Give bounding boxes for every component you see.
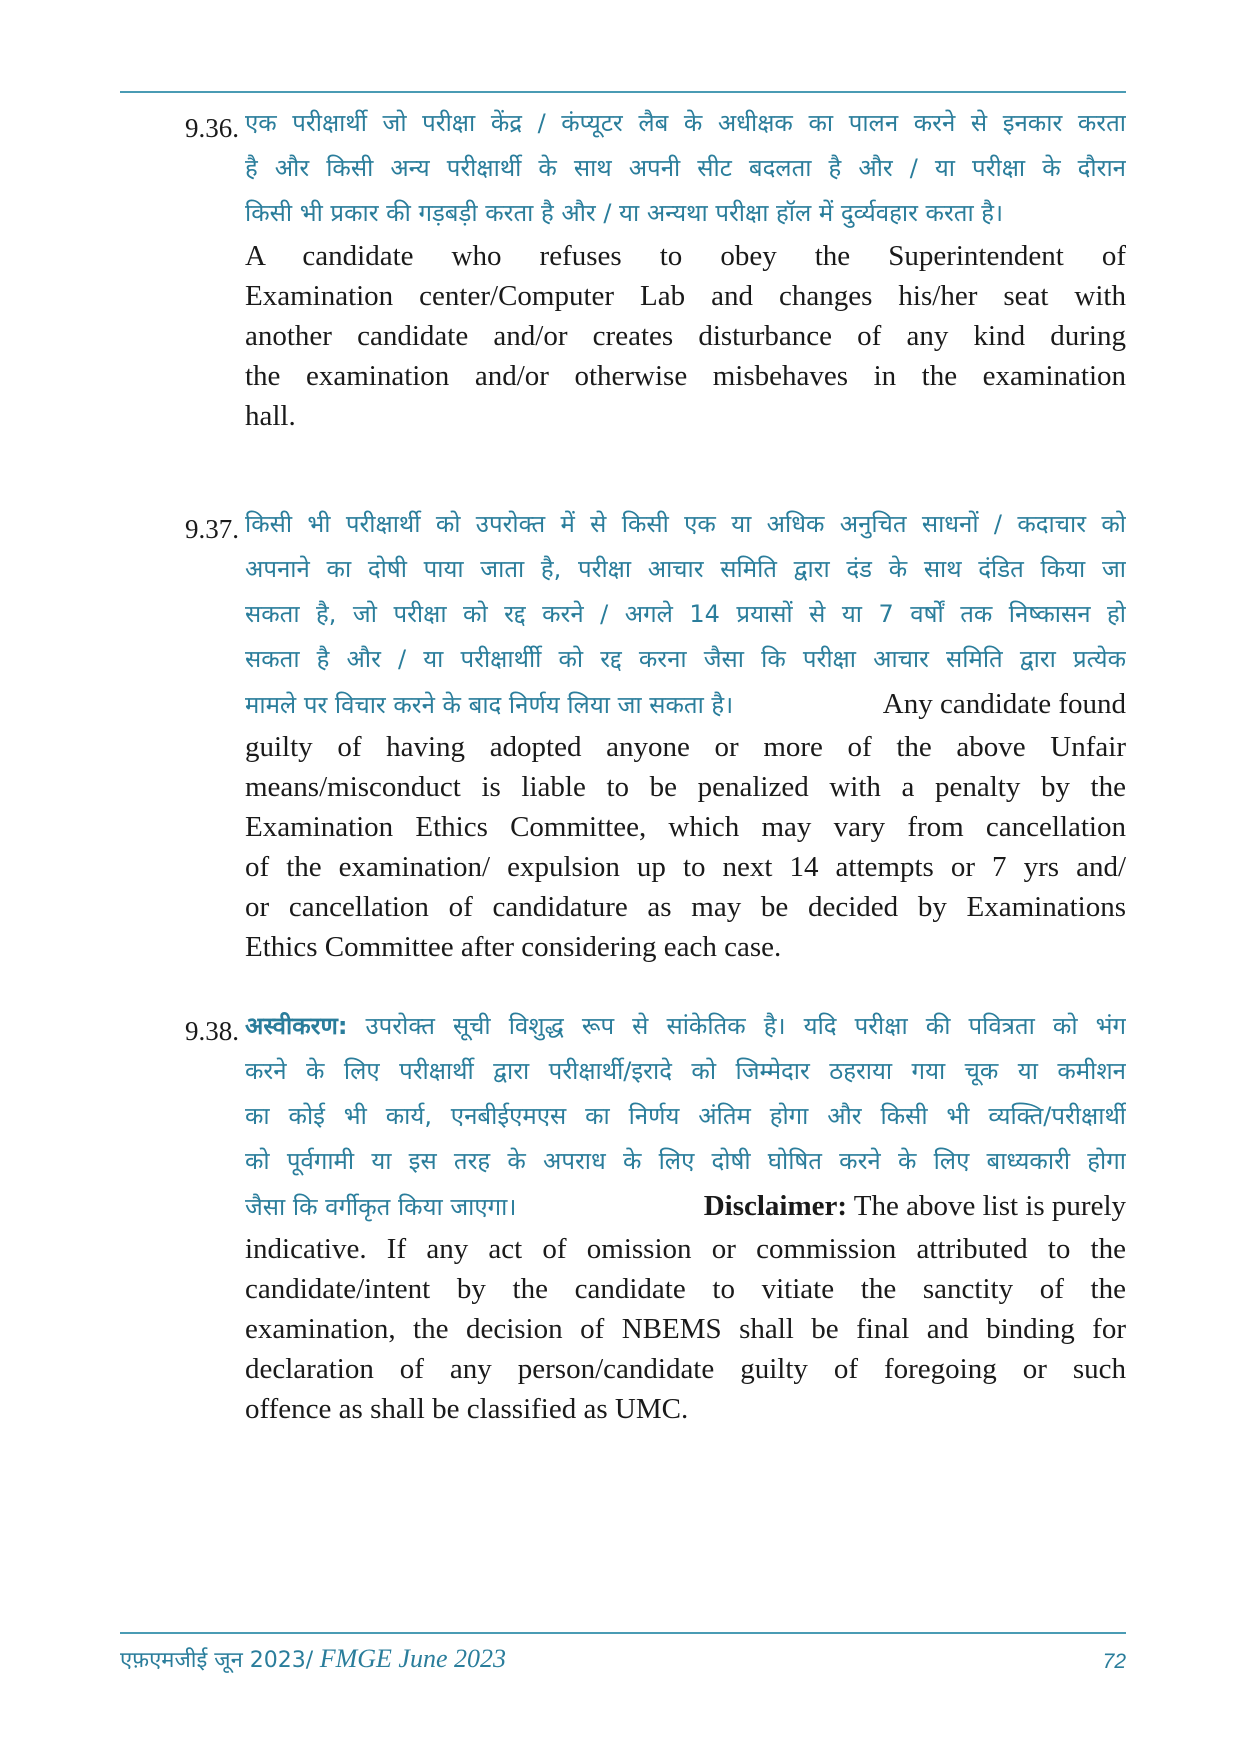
english-line: Examination Ethics Committee, which may vary from cancellation xyxy=(245,811,1126,843)
hindi-line: का कोई भी कार्य, एनबीईएमएस का निर्णय अंतिम होगा और किसी भी व्यक्ति/परीक्षार्थी xyxy=(245,1102,1126,1130)
mixed-line xyxy=(245,682,1126,727)
english-fragment-text: The above list is purely xyxy=(853,1190,1126,1222)
english-line: Examination center/Computer Lab and changes his/her seat with xyxy=(245,280,1126,312)
mixed-line xyxy=(245,1184,1126,1229)
clause-number: 9.38. xyxy=(185,1016,239,1046)
clause-body xyxy=(245,502,1126,967)
english-fragment xyxy=(704,1184,1126,1229)
hindi-line: को पूर्वगामी या इस तरह के अपराध के लिए दोषी घोषित करने के लिए बाध्यकारी होगा xyxy=(245,1147,1126,1175)
english-line: indicative. If any act of omission or commission attributed to the xyxy=(245,1233,1126,1265)
hindi-line: किसी भी प्रकार की गड़बड़ी करता है और / या अन्यथा परीक्षा हॉल में दुर्व्यवहार करता है। xyxy=(245,199,1004,227)
english-line: declaration of any person/candidate guilty of foregoing or such xyxy=(245,1353,1126,1385)
english-line: examination, the decision of NBEMS shall be final and binding for xyxy=(245,1313,1126,1345)
page-number: 72 xyxy=(1102,1650,1126,1673)
english-line: hall. xyxy=(245,400,296,432)
hindi-line: अपनाने का दोषी पाया जाता है, परीक्षा आचार समिति द्वारा दंड के साथ दंडित किया जा xyxy=(245,555,1126,583)
footer-hindi: एफ़एमजीई जून 2023/ xyxy=(120,1648,314,1673)
clause-number: 9.37. xyxy=(185,514,239,544)
hindi-line xyxy=(245,1004,1126,1049)
english-line: another candidate and/or creates disturbance of any kind during xyxy=(245,320,1126,352)
hindi-line: किसी भी परीक्षार्थी को उपरोक्त में से किसी एक या अधिक अनुचित साधनों / कदाचार को xyxy=(245,510,1126,538)
english-line: candidate/intent by the candidate to vitiate the sanctity of the xyxy=(245,1273,1126,1305)
header-rule xyxy=(120,91,1126,93)
english-line: A candidate who refuses to obey the Superintendent of xyxy=(245,240,1126,272)
hindi-fragment: जैसा कि वर्गीकृत किया जाएगा। xyxy=(245,1193,517,1221)
english-fragment: Any candidate found xyxy=(882,688,1126,720)
clause-body xyxy=(245,101,1126,436)
footer-rule xyxy=(120,1632,1126,1634)
clause-number: 9.36. xyxy=(185,113,239,143)
english-line: Ethics Committee after considering each case. xyxy=(245,931,782,963)
english-line: guilty of having adopted anyone or more of the above Unfair xyxy=(245,731,1126,763)
hindi-line: करने के लिए परीक्षार्थी द्वारा परीक्षार्थी/इरादे को जिम्मेदार ठहराया गया चूक या कमीशन xyxy=(245,1057,1126,1085)
hindi-fragment: उपरोक्त सूची विशुद्ध रूप से सांकेतिक है। यदि परीक्षा की पवित्रता को भंग xyxy=(365,1012,1126,1040)
disclaimer-hindi-heading: अस्वीकरण: xyxy=(245,1012,348,1040)
footer-title xyxy=(120,1644,506,1674)
english-line: or cancellation of candidature as may be decided by Examinations xyxy=(245,891,1126,923)
english-line: the examination and/or otherwise misbehaves in the examination xyxy=(245,360,1126,392)
footer-english: FMGE June 2023 xyxy=(313,1644,506,1673)
hindi-line: एक परीक्षार्थी जो परीक्षा केंद्र / कंप्यूटर लैब के अधीक्षक का पालन करने से इनकार करता xyxy=(245,109,1126,137)
hindi-line: सकता है और / या परीक्षार्थीी को रद्द करना जैसा कि परीक्षा आचार समिति द्वारा प्रत्येक xyxy=(245,645,1126,673)
disclaimer-heading: Disclaimer: xyxy=(703,1190,848,1222)
clause-body xyxy=(245,1004,1126,1429)
hindi-line: है और किसी अन्य परीक्षार्थी के साथ अपनी सीट बदलता है और / या परीक्षा के दौरान xyxy=(245,154,1126,182)
english-line: of the examination/ expulsion up to next 14 attempts or 7 yrs and/ xyxy=(245,851,1126,883)
english-line: means/misconduct is liable to be penalized with a penalty by the xyxy=(245,771,1126,803)
hindi-fragment: मामले पर विचार करने के बाद निर्णय लिया जा सकता है। xyxy=(245,691,734,719)
english-line: offence as shall be classified as UMC. xyxy=(245,1393,689,1425)
hindi-line: सकता है, जो परीक्षा को रद्द करने / अगले 14 प्रयासों से या 7 वर्षों तक निष्कासन हो xyxy=(245,600,1126,628)
